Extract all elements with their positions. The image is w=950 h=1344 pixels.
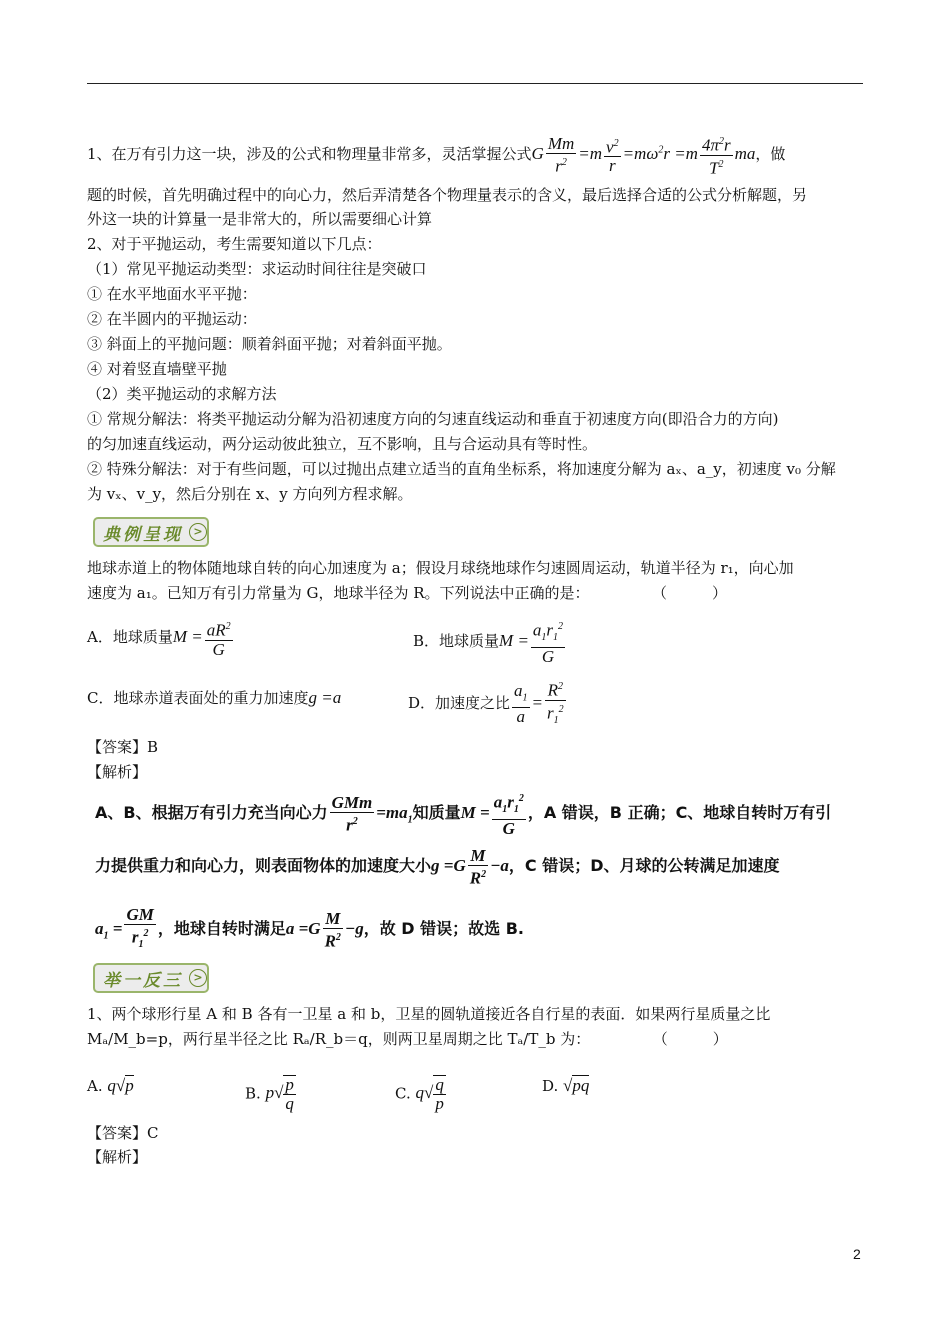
example-option-b: B．地球质量M = $\frac{a_1r_1^2}{G}$ (413, 618, 567, 666)
summary-p2-1c: ③ 斜面上的平抛问题：顺着斜面平抛；对着斜面平抛。 (87, 335, 452, 353)
example-option-d: D．加速度之比 $\frac{a_1}{a}$ = $\frac{R^2}{r_1^2}$ (408, 678, 568, 730)
summary-p2-2a2: 的匀加速直线运动，两分运动彼此独立，互不影响，且与合运动具有等时性。 (87, 435, 598, 453)
summary-p2-1a: ① 在水平地面水平平抛： (87, 285, 257, 303)
practice-badge: 举一反三 > (93, 963, 209, 993)
practice-question-line2: Mₐ/M_b=p，两行星半径之比 Rₐ/R_b＝q，则两卫星周期之比 Tₐ/T_b 为： （ ） (87, 1030, 728, 1048)
option-d-formula: $\frac{a_1}{a}$ = $\frac{R^2}{r_1^2}$ (510, 693, 568, 712)
option-a-formula: M = $\frac{aR^2}{G}$ (173, 627, 235, 646)
practice-question-line1: 1、两个球形行星 A 和 B 各有一卫星 a 和 b，卫星的圆轨道接近各自行星的表面．如果两行星质量之比 (87, 1005, 771, 1023)
summary-p2-2a: ① 常规分解法：将类平抛运动分解为沿初速度方向的匀速直线运动和垂直于初速度方向(即沿合力的方向) (87, 410, 779, 428)
example-option-c: C．地球赤道表面处的重力加速度g =a (87, 688, 342, 707)
header-rule (87, 83, 863, 84)
arrow-circle-icon: > (189, 969, 207, 987)
practice-analysis-label: 【解析】 (87, 1148, 148, 1166)
summary-p2-2b2: 为 vₓ、v_y，然后分别在 x、y 方向列方程求解。 (87, 485, 413, 503)
analysis-line2: 力提供重力和向心力，则表面物体的加速度大小g =G $\frac{M}{R^2}$ −a，C 错误；D、月球的公转满足加速度 (95, 846, 780, 888)
summary-p2-2: （2）类平抛运动的求解方法 (87, 385, 277, 403)
summary-p2: 2、对于平抛运动，考生需要知道以下几点： (87, 235, 382, 253)
practice-option-c: C. q√ $\frac{q}{p}$ (395, 1075, 444, 1113)
analysis-line1: A、B、根据万有引力充当向心力 $\frac{\text{GMm}}{r^2}$ $=ma_1$知质量M = $\frac{a_1r_1^2}{G}$ ，A 错误，B 正确；C、地球自转时万有引 (95, 790, 831, 838)
gravitation-formula: G $\frac{Mm}{r^2}$ =m $\frac{v^2}{r}$ $=m\omega^2r =m$ $\frac{4\pi^2r}{T^2}$ ma (531, 133, 756, 178)
example-question-line2: 速度为 a₁。已知万有引力常量为 G，地球半径为 R。下列说法中正确的是： （ ） (87, 584, 728, 602)
summary-p2-1b: ② 在半圆内的平抛运动： (87, 310, 257, 328)
practice-option-b: B. p√ $\frac{p}{q}$ (245, 1075, 294, 1113)
summary-p1-line3: 外这一块的计算量一是非常大的，所以需要细心计算 (87, 210, 433, 228)
summary-p1-line1: 1、在万有引力这一块，涉及的公式和物理量非常多，灵活掌握公式G $\frac{Mm}{r^2}$ =m $\frac{v^2}{r}$ $=m\omega^2r =m$ $\frac{4\pi^2r}{T^2}$ ma，做 (87, 133, 786, 178)
analysis-line3: $a_1$ = $\frac{GM}{r_1^2}$ ，地球自转时满足a =G $\frac{M}{R^2}$ −g，故 D 错误；故选 B. (95, 905, 525, 951)
option-c-formula: q√ $\frac{q}{p}$ (415, 1075, 444, 1113)
example-analysis-label: 【解析】 (87, 763, 148, 781)
summary-p2-2b: ② 特殊分解法：对于有些问题，可以过抛出点建立适当的直角坐标系，将加速度分解为 aₓ、a_y，初速度 v₀ 分解 (87, 460, 836, 478)
practice-option-d: D. √pq (542, 1076, 590, 1095)
page-number: 2 (853, 1246, 861, 1262)
summary-p1-line2: 题的时候，首先明确过程中的向心力，然后弄清楚各个物理量表示的含义，最后选择合适的公式分析解题，另 (87, 186, 808, 204)
summary-p2-1d: ④ 对着竖直墙壁平抛 (87, 360, 227, 378)
example-option-a: A．地球质量M = $\frac{aR^2}{G}$ (87, 618, 235, 659)
option-a-formula: q√p (107, 1076, 134, 1095)
option-b-formula: M = $\frac{a_1r_1^2}{G}$ (499, 631, 567, 650)
summary-p2-1: （1）常见平抛运动类型：求运动时间往往是突破口 (87, 260, 427, 278)
arrow-circle-icon: > (189, 523, 207, 541)
option-d-formula: √pq (563, 1076, 590, 1095)
practice-answer: 【答案】C (87, 1124, 159, 1142)
option-c-formula: g =a (308, 688, 342, 707)
option-b-formula: p√ $\frac{p}{q}$ (265, 1075, 294, 1113)
example-badge: 典例呈现 > (93, 517, 209, 547)
example-question-line1: 地球赤道上的物体随地球自转的向心加速度为 a；假设月球绕地球作匀速圆周运动，轨道半径为 r₁，向心加 (87, 559, 794, 577)
practice-option-a: A. q√p (87, 1076, 134, 1095)
example-answer: 【答案】B (87, 738, 159, 756)
